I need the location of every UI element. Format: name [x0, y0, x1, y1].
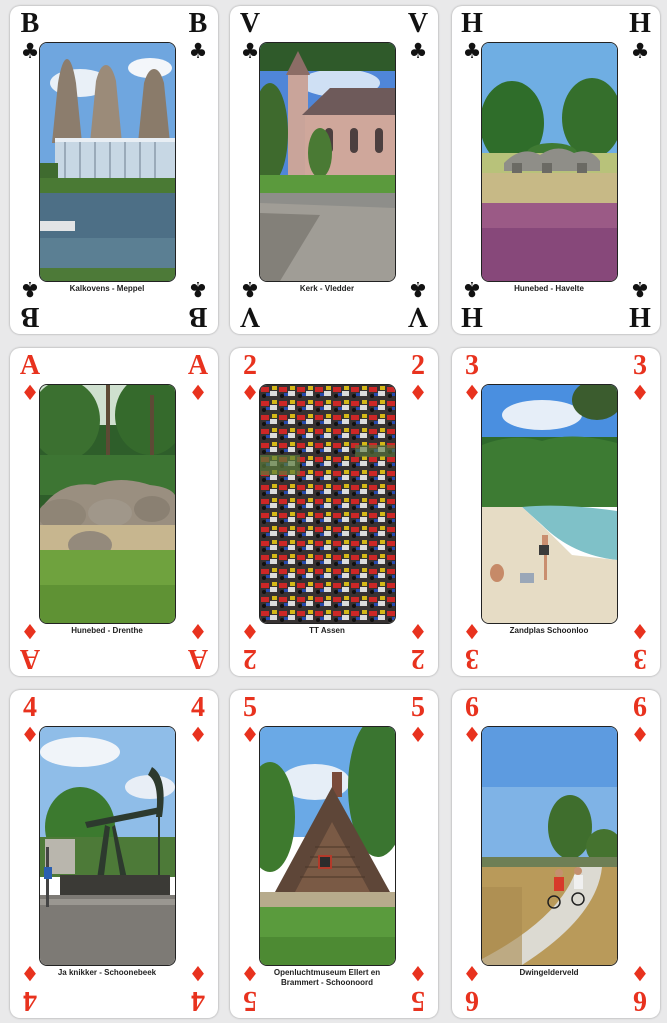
card-rank: 4 [23, 692, 37, 723]
card-rank: 6 [465, 985, 479, 1016]
card-rank: 3 [465, 350, 479, 381]
card-rank: 3 [465, 643, 479, 674]
playing-card [230, 348, 438, 676]
card-caption: Hunebed - Drenthe [71, 626, 143, 635]
playing-card [230, 6, 438, 334]
oil-pump-photo [39, 726, 176, 966]
diamond-suit-icon: ♦ [630, 961, 650, 985]
diamond-suit-icon: ♦ [188, 381, 208, 405]
card-rank: 4 [191, 985, 205, 1016]
diamond-suit-icon: ♦ [408, 619, 428, 643]
card-rank: B [188, 301, 208, 332]
card-caption: Hunebed - Havelte [514, 284, 584, 293]
playing-card [452, 6, 660, 334]
diamond-suit-icon: ♦ [20, 723, 40, 747]
diamond-suit-icon: ♦ [20, 381, 40, 405]
card-caption: Ja knikker - Schoonebeek [57, 968, 157, 977]
card-rank: 6 [633, 692, 647, 723]
card-rank: 2 [411, 643, 425, 674]
card-rank: B [20, 8, 40, 39]
card-rank: 3 [633, 643, 647, 674]
club-suit-icon: ♣ [462, 39, 482, 63]
diamond-suit-icon: ♦ [240, 723, 260, 747]
diamond-suit-icon: ♦ [188, 723, 208, 747]
card-caption: Kerk - Vledder [299, 284, 355, 293]
card-rank: 5 [243, 985, 257, 1016]
card-rank: A [187, 350, 209, 381]
card-rank: 6 [633, 985, 647, 1016]
card-rank: 5 [411, 692, 425, 723]
diamond-suit-icon: ♦ [408, 723, 428, 747]
diamond-suit-icon: ♦ [240, 381, 260, 405]
diamond-suit-icon: ♦ [408, 381, 428, 405]
card-rank: H [461, 301, 483, 332]
hut-photo [259, 726, 396, 966]
lake-beach-photo [481, 384, 618, 624]
card-rank: 5 [243, 692, 257, 723]
playing-card [10, 6, 218, 334]
church-photo [259, 42, 396, 282]
card-rank: 3 [633, 350, 647, 381]
diamond-suit-icon: ♦ [408, 961, 428, 985]
card-rank: 4 [23, 985, 37, 1016]
diamond-suit-icon: ♦ [462, 619, 482, 643]
card-rank: V [239, 301, 261, 332]
diamond-suit-icon: ♦ [240, 619, 260, 643]
card-rank: B [20, 301, 40, 332]
diamond-suit-icon: ♦ [630, 619, 650, 643]
lime-kilns-photo [39, 42, 176, 282]
card-rank: H [629, 301, 651, 332]
card-caption: Dwingelderveld [519, 968, 579, 977]
club-suit-icon: ♣ [630, 277, 650, 301]
club-suit-icon: ♣ [408, 39, 428, 63]
club-suit-icon: ♣ [408, 277, 428, 301]
card-rank: 2 [411, 350, 425, 381]
card-rank: 2 [243, 350, 257, 381]
card-rank: H [629, 8, 651, 39]
diamond-suit-icon: ♦ [630, 723, 650, 747]
club-suit-icon: ♣ [240, 277, 260, 301]
card-caption: Kalkovens - Meppel [69, 284, 145, 293]
card-rank: V [407, 301, 429, 332]
card-rank: V [239, 8, 261, 39]
card-rank: 6 [465, 692, 479, 723]
diamond-suit-icon: ♦ [462, 381, 482, 405]
diamond-suit-icon: ♦ [240, 961, 260, 985]
club-suit-icon: ♣ [20, 277, 40, 301]
club-suit-icon: ♣ [20, 39, 40, 63]
motorcycles-photo [259, 384, 396, 624]
card-rank: V [407, 8, 429, 39]
club-suit-icon: ♣ [462, 277, 482, 301]
card-caption: Openluchtmuseum Ellert en Brammert - Schoonoord [273, 968, 381, 987]
playing-card [230, 690, 438, 1018]
club-suit-icon: ♣ [240, 39, 260, 63]
diamond-suit-icon: ♦ [462, 723, 482, 747]
card-rank: A [19, 643, 41, 674]
diamond-suit-icon: ♦ [188, 619, 208, 643]
diamond-suit-icon: ♦ [188, 961, 208, 985]
dolmen-forest-photo [39, 384, 176, 624]
card-rank: A [19, 350, 41, 381]
club-suit-icon: ♣ [188, 39, 208, 63]
card-rank: 2 [243, 643, 257, 674]
cyclists-path-photo [481, 726, 618, 966]
diamond-suit-icon: ♦ [20, 961, 40, 985]
playing-card [10, 690, 218, 1018]
card-rank: A [187, 643, 209, 674]
playing-card [452, 348, 660, 676]
club-suit-icon: ♣ [630, 39, 650, 63]
card-caption: TT Assen [309, 626, 345, 635]
playing-card [452, 690, 660, 1018]
club-suit-icon: ♣ [188, 277, 208, 301]
card-rank: 4 [191, 692, 205, 723]
diamond-suit-icon: ♦ [630, 381, 650, 405]
diamond-suit-icon: ♦ [462, 961, 482, 985]
playing-card [10, 348, 218, 676]
card-rank: B [188, 8, 208, 39]
dolmen-heath-photo [481, 42, 618, 282]
card-rank: H [461, 8, 483, 39]
diamond-suit-icon: ♦ [20, 619, 40, 643]
card-rank: 5 [411, 985, 425, 1016]
card-caption: Zandplas Schoonloo [509, 626, 589, 635]
